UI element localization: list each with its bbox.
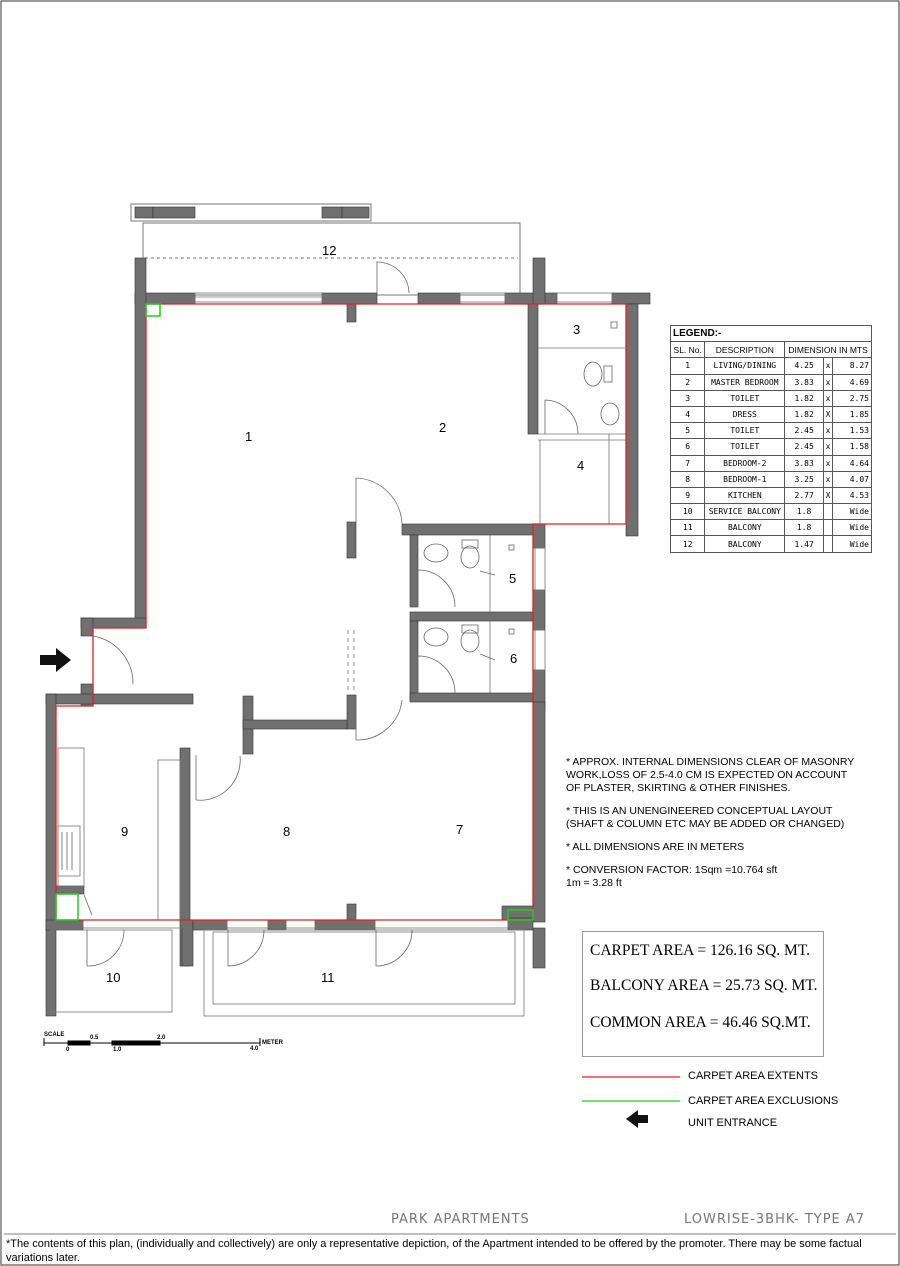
room-label-12: 12 (322, 243, 337, 258)
scale-label: SCALE (44, 1032, 65, 1038)
legend-cell-a: 4.25 (785, 358, 824, 374)
legend-cell-b: 4.69 (833, 374, 872, 390)
legend-cell-no: 2 (671, 374, 705, 390)
legend-cell-desc: TOILET (705, 390, 785, 406)
legend-row (671, 358, 872, 374)
legend-cell-b: Wide (833, 536, 872, 552)
legend-header-desc: DESCRIPTION (705, 342, 785, 358)
notes (566, 756, 886, 900)
legend-cell-desc: BALCONY (705, 536, 785, 552)
legend-cell-x: x (824, 374, 833, 390)
legend-cell-x: x (824, 358, 833, 374)
legend-cell-desc: KITCHEN (705, 487, 785, 503)
room-label-2: 2 (439, 420, 447, 435)
legend-cell-a: 1.82 (785, 406, 824, 422)
legend-cell-desc: BEDROOM-1 (705, 471, 785, 487)
legend-cell-b: Wide (833, 520, 872, 536)
legend-header-dim: DIMENSION IN MTS (785, 342, 872, 358)
legend-cell-a: 2.77 (785, 487, 824, 503)
legend-cell-b: 1.85 (833, 406, 872, 422)
legend-cell-x: X (824, 487, 833, 503)
room-label-10: 10 (106, 970, 121, 985)
legend-cell-x: x (824, 390, 833, 406)
project-name: PARK APARTMENTS (391, 1212, 530, 1227)
legend-cell-b: Wide (833, 504, 872, 520)
legend-cell-no: 7 (671, 455, 705, 471)
legend-row (671, 439, 872, 455)
scale-tick: 1.0 (113, 1047, 122, 1053)
room-label-7: 7 (456, 822, 464, 837)
legend-cell-a: 1.8 (785, 520, 824, 536)
legend-row (671, 455, 872, 471)
legend-cell-x: x (824, 455, 833, 471)
key-unit-entrance: UNIT ENTRANCE (688, 1117, 778, 1129)
legend-cell-a: 3.83 (785, 374, 824, 390)
legend-cell-desc: DRESS (705, 406, 785, 422)
legend-cell-b: 1.53 (833, 423, 872, 439)
common-area: COMMON AREA = 46.46 SQ.MT. (590, 1014, 811, 1031)
legend-cell-a: 2.45 (785, 423, 824, 439)
legend-row (671, 390, 872, 406)
legend-cell-no: 8 (671, 471, 705, 487)
legend-cell-b: 4.64 (833, 455, 872, 471)
legend-cell-b: 1.58 (833, 439, 872, 455)
legend-cell-b: 4.07 (833, 471, 872, 487)
key-carpet-exclusions: CARPET AREA EXCLUSIONS (688, 1095, 839, 1107)
disclaimer: *The contents of this plan, (individually and collectively) are only a representative depiction, of the Apartment intended to be offered by the promoter. There may be some factual variations later. (6, 1238, 862, 1264)
legend-cell-desc: BALCONY (705, 520, 785, 536)
legend-cell-b: 8.27 (833, 358, 872, 374)
legend-cell-x (824, 520, 833, 536)
room-label-5: 5 (509, 571, 517, 586)
legend-cell-a: 1.82 (785, 390, 824, 406)
scale-tick: 0 (66, 1047, 70, 1053)
legend-cell-desc: BEDROOM-2 (705, 455, 785, 471)
legend-cell-no: 4 (671, 406, 705, 422)
scale-unit: METER (262, 1040, 283, 1046)
key-entrance-arrow-icon (626, 1110, 648, 1128)
legend-header-sl: SL. No. (671, 342, 705, 358)
note: * CONVERSION FACTOR: 1Sqm =10.764 sft 1m = 3.28 ft (566, 864, 778, 889)
legend-cell-a: 2.45 (785, 439, 824, 455)
legend-cell-x: x (824, 423, 833, 439)
legend-cell-desc: MASTER BEDROOM (705, 374, 785, 390)
legend-cell-x: X (824, 406, 833, 422)
area-summary (582, 931, 824, 1057)
legend-cell-desc: TOILET (705, 423, 785, 439)
note: * APPROX. INTERNAL DIMENSIONS CLEAR OF MASONRY WORK,LOSS OF 2.5-4.0 CM IS EXPECTED ON ACCOUNT OF PLASTER, SKIRTING & OTHER FINISHES. (566, 756, 855, 794)
unit-entrance-arrow (40, 648, 71, 672)
legend-row (671, 374, 872, 390)
legend-title: LEGEND:- (671, 326, 872, 342)
carpet-area: CARPET AREA = 126.16 SQ. MT. (590, 942, 811, 959)
room-label-6: 6 (510, 651, 518, 666)
legend-cell-desc: LIVING/DINING (705, 358, 785, 374)
legend-cell-no: 9 (671, 487, 705, 503)
legend-cell-no: 11 (671, 520, 705, 536)
legend-cell-a: 1.8 (785, 504, 824, 520)
legend-cell-a: 1.47 (785, 536, 824, 552)
legend-cell-no: 1 (671, 358, 705, 374)
legend-table (670, 325, 872, 553)
legend-cell-desc: SERVICE BALCONY (705, 504, 785, 520)
scale-tick: 0.5 (90, 1035, 99, 1041)
legend-cell-no: 5 (671, 423, 705, 439)
legend-cell-x: x (824, 439, 833, 455)
room-label-1: 1 (245, 429, 253, 444)
legend-cell-a: 3.83 (785, 455, 824, 471)
legend-row (671, 471, 872, 487)
room-label-9: 9 (121, 824, 129, 839)
scale-tick: 2.0 (157, 1035, 166, 1041)
legend-row (671, 520, 872, 536)
key-carpet-extents: CARPET AREA EXTENTS (688, 1070, 819, 1082)
legend-cell-desc: TOILET (705, 439, 785, 455)
note: * THIS IS AN UNENGINEERED CONCEPTUAL LAYOUT (SHAFT & COLUMN ETC MAY BE ADDED OR CHANGED) (566, 805, 845, 830)
legend-row (671, 406, 872, 422)
room-label-3: 3 (573, 322, 581, 337)
walls (46, 258, 650, 1016)
legend-cell-a: 3.25 (785, 471, 824, 487)
legend-row (671, 536, 872, 552)
legend-cell-no: 10 (671, 504, 705, 520)
legend-cell-x (824, 504, 833, 520)
room-label-11: 11 (321, 970, 335, 985)
legend-cell-x: x (824, 471, 833, 487)
legend-cell-no: 3 (671, 390, 705, 406)
balcony-area: BALCONY AREA = 25.73 SQ. MT. (590, 977, 818, 994)
legend-cell-no: 12 (671, 536, 705, 552)
legend-cell-b: 4.53 (833, 487, 872, 503)
room-label-4: 4 (577, 458, 585, 473)
legend-cell-b: 2.75 (833, 390, 872, 406)
legend-row (671, 487, 872, 503)
scale-bar (44, 1038, 260, 1046)
note: * ALL DIMENSIONS ARE IN METERS (566, 841, 745, 853)
legend-cell-no: 6 (671, 439, 705, 455)
room-label-8: 8 (283, 824, 291, 839)
legend-cell-x (824, 536, 833, 552)
legend-row (671, 423, 872, 439)
legend-row (671, 504, 872, 520)
unit-type: LOWRISE-3BHK- TYPE A7 (684, 1212, 866, 1227)
scale-tick: 4.0 (250, 1046, 259, 1052)
